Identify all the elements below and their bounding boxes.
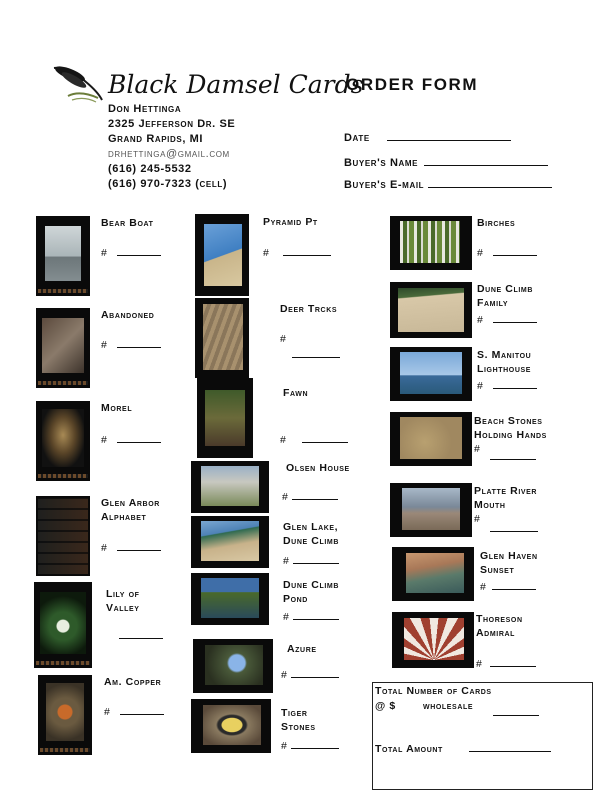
contact-address2: Grand Rapids, MI <box>108 133 204 145</box>
contact-email: drhettinga@gmail.com <box>108 148 230 160</box>
card-label: Am. Copper <box>104 676 162 688</box>
card-label: Bear Boat <box>101 217 154 229</box>
quantity-field[interactable]: # <box>283 609 339 623</box>
card-thumbnail <box>197 378 253 458</box>
card-thumbnail <box>191 461 269 513</box>
card-label: Pyramid Pt <box>263 216 318 228</box>
quantity-field[interactable]: # <box>477 312 537 326</box>
contact-phone2: (616) 970-7323 (cell) <box>108 178 228 190</box>
quantity-field[interactable]: # <box>281 667 339 681</box>
card-label: Dune Climb Pond <box>283 579 339 605</box>
quantity-field[interactable]: # <box>101 432 161 446</box>
card-label: Glen Arbor Alphabet <box>101 497 160 523</box>
contact-name: Don Hettinga <box>108 103 182 115</box>
page-title: ORDER FORM <box>346 75 479 94</box>
card-label: Tiger Stones <box>281 707 316 733</box>
card-label: Platte River Mouth <box>474 485 538 511</box>
card-thumbnail <box>195 298 249 378</box>
card-label: Abandoned <box>101 309 155 321</box>
date-label: Date <box>344 132 370 144</box>
quantity-field[interactable] <box>109 628 163 642</box>
card-thumbnail <box>193 639 273 693</box>
buyer-email-field[interactable] <box>344 177 552 191</box>
quantity-field[interactable]: # <box>283 553 339 567</box>
card-label: Lily of Valley <box>106 588 140 614</box>
quantity-field[interactable]: # <box>476 656 536 670</box>
card-thumbnail <box>191 516 269 568</box>
card-label: Fawn <box>283 387 309 399</box>
card-label: Azure <box>287 643 317 655</box>
card-thumbnail <box>390 412 472 466</box>
card-thumbnail <box>390 483 472 537</box>
card-label: Beach Stones Holding Hands <box>474 415 547 441</box>
card-label: Thoreson Admiral <box>476 613 523 639</box>
card-thumbnail <box>390 216 472 270</box>
card-thumbnail <box>390 282 472 338</box>
contact-address1: 2325 Jefferson Dr. SE <box>108 118 236 130</box>
total-amount-line[interactable] <box>469 741 551 752</box>
card-label: Olsen House <box>286 462 350 474</box>
card-thumbnail <box>36 216 90 296</box>
card-label: S. Manitou Lighthouse <box>477 349 532 375</box>
quantity-field[interactable]: # <box>480 579 536 593</box>
at-price-label: @ $ <box>375 700 396 712</box>
date-field[interactable] <box>344 130 511 144</box>
contact-phone1: (616) 245-5532 <box>108 163 192 175</box>
card-thumbnail <box>36 401 90 481</box>
card-thumbnail <box>191 699 271 753</box>
quantity-field[interactable]: # <box>281 738 339 752</box>
quantity-field[interactable]: # <box>101 526 161 554</box>
damselfly-logo <box>48 60 106 108</box>
wholesale-label: wholesale <box>423 700 474 712</box>
quantity-line[interactable] <box>490 521 538 535</box>
quantity-field[interactable]: # <box>104 704 164 718</box>
card-label: Deer Trcks <box>280 303 338 315</box>
quantity-field[interactable]: # <box>280 432 348 446</box>
total-cards-line[interactable] <box>493 705 539 716</box>
total-cards-label: Total Number of Cards <box>375 685 492 697</box>
card-thumbnail <box>392 612 474 668</box>
card-label: Birches <box>477 217 516 229</box>
quantity-field[interactable]: # <box>477 245 537 259</box>
buyer-name-label: Buyer's Name <box>344 157 419 169</box>
buyer-name-line[interactable] <box>424 155 548 166</box>
card-thumbnail <box>34 582 92 668</box>
totals-box <box>372 682 593 790</box>
card-thumbnail <box>195 214 249 296</box>
card-thumbnail <box>191 573 269 625</box>
buyer-name-field[interactable] <box>344 155 548 169</box>
quantity-field[interactable]: # <box>282 489 338 503</box>
quantity-field[interactable]: # <box>474 443 480 455</box>
buyer-email-line[interactable] <box>428 177 552 188</box>
quantity-field[interactable]: # <box>101 245 161 259</box>
quantity-line[interactable] <box>490 449 536 463</box>
date-line[interactable] <box>387 130 511 141</box>
quantity-field[interactable]: # <box>280 333 286 345</box>
contact-block <box>108 102 235 192</box>
brand-name: Black Damsel Cards <box>108 70 364 99</box>
card-thumbnail <box>36 496 90 576</box>
quantity-field[interactable]: # <box>474 513 480 525</box>
quantity-field[interactable]: # <box>101 337 161 351</box>
buyer-email-label: Buyer's E-mail <box>344 179 425 191</box>
total-amount-label: Total Amount <box>375 743 443 755</box>
card-label: Glen Lake, Dune Climb <box>283 521 339 547</box>
card-thumbnail <box>38 675 92 755</box>
card-label: Glen Haven Sunset <box>480 550 538 576</box>
card-label: Morel <box>101 402 133 414</box>
quantity-field[interactable]: # <box>477 378 537 392</box>
card-thumbnail <box>36 308 90 388</box>
card-thumbnail <box>390 347 472 401</box>
quantity-field[interactable]: # <box>263 245 331 259</box>
card-thumbnail <box>392 547 474 601</box>
quantity-line[interactable] <box>282 347 340 361</box>
card-label: Dune Climb Family <box>477 283 533 309</box>
